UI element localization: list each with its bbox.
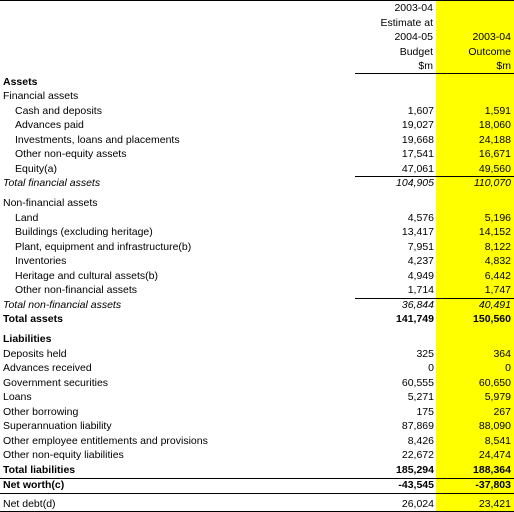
outcome-value: 4,832 [484,255,511,267]
table-row [0,176,514,191]
budget-header-line: Budget [399,45,433,58]
table-row [0,162,514,177]
budget-value: 13,417 [401,226,434,238]
budget-value: 7,951 [407,240,434,253]
outcome-header-line: 2003-04 [472,31,511,43]
outcome-value: -37,803 [475,479,511,491]
table-header [0,0,514,73]
budget-value: 87,869 [401,420,434,432]
row-label: Total assets [3,313,63,325]
budget-value: 185,294 [396,463,434,476]
row-label: Investments, loans and placements [15,133,180,146]
table-row [0,390,514,405]
outcome-value: 1,747 [484,284,511,296]
budget-value: 1,607 [407,104,434,117]
outcome-value: 267 [493,405,511,418]
subtotal-rule [355,298,514,299]
table-row [0,448,514,463]
budget-header-line: 2003-04 [394,2,433,14]
row-label: Net debt(d) [3,498,56,510]
row-label: Heritage and cultural assets(b) [15,269,158,282]
row-label: Plant, equipment and infrastructure(b) [15,240,192,253]
outcome-value: 0 [505,362,511,374]
budget-value: 47,061 [401,162,434,175]
row-label: Total financial assets [3,177,101,189]
row-label: Buildings (excluding heritage) [15,226,153,238]
outcome-value: 14,152 [478,226,511,238]
row-label: Advances received [3,362,92,374]
row-label: Deposits held [3,347,67,360]
budget-value: 8,426 [407,434,434,447]
table-row [0,225,514,240]
table-row [0,312,514,327]
table-row [0,361,514,376]
budget-value: 175 [416,405,434,418]
outcome-value: 16,671 [478,148,511,160]
outcome-column-header [436,30,514,74]
row-label: Land [15,211,39,224]
budget-header-line: 2004-05 [394,31,433,43]
budget-value: 141,749 [396,313,434,325]
table-row [0,196,514,211]
table-row [0,332,514,347]
budget-value: 17,541 [401,148,434,160]
table-row [0,147,514,162]
budget-value: 4,237 [407,255,434,267]
outcome-value: 60,650 [478,376,511,389]
table-row [0,497,514,512]
table-row [0,463,514,478]
budget-value: 19,027 [401,119,434,131]
table-row [0,283,514,298]
row-label: Other employee entitlements and provisions [3,434,208,447]
outcome-value: 88,090 [478,420,511,432]
budget-value: 0 [428,362,434,374]
outcome-value: 188,364 [473,463,511,476]
budget-header-line: $m [418,60,433,72]
row-label: Advances paid [15,119,84,131]
budget-value: 104,905 [396,177,434,189]
row-label: Financial assets [3,90,79,102]
subtotal-rule [355,176,514,177]
outcome-value: 23,421 [478,498,511,510]
row-label: Government securities [3,376,109,389]
table-row [0,419,514,434]
outcome-value: 8,122 [484,240,511,253]
net-worth-rule [0,493,514,494]
budget-value: 36,844 [401,298,434,311]
row-label: Net worth(c) [3,479,65,491]
budget-value: -43,545 [398,479,434,491]
budget-value: 60,555 [401,376,434,389]
outcome-value: 18,060 [478,119,511,131]
table-row [0,298,514,313]
table-row [0,104,514,119]
table-row [0,347,514,362]
row-label: Inventories [15,255,67,267]
table-row [0,478,514,493]
table-row [0,269,514,284]
row-label: Assets [3,75,38,88]
table-row [0,434,514,449]
outcome-value: 110,070 [473,177,511,189]
table-row [0,254,514,269]
budget-value: 4,576 [407,211,434,224]
budget-value: 5,271 [407,391,434,403]
row-label: Cash and deposits [15,104,102,117]
budget-value: 1,714 [407,284,434,296]
budget-column-header [355,1,436,74]
table-row [0,75,514,90]
row-label: Non-financial assets [3,197,98,209]
budget-value: 19,668 [401,133,434,146]
table-row [0,118,514,133]
row-label: Other non-financial assets [15,284,137,296]
budget-value: 325 [416,347,434,360]
row-label: Total liabilities [3,463,76,476]
outcome-header-line: Outcome [468,45,511,58]
row-label: Equity(a) [15,162,58,175]
row-label: Total non-financial assets [3,298,122,311]
outcome-value: 364 [493,347,511,360]
table-row [0,405,514,420]
outcome-value: 24,474 [478,449,511,461]
outcome-value: 49,560 [478,162,511,175]
table-row [0,376,514,391]
outcome-value: 40,491 [478,298,511,311]
outcome-value: 5,979 [484,391,511,403]
budget-header-line: Estimate at [380,16,433,29]
row-label: Loans [3,391,32,403]
table-row [0,89,514,104]
row-label: Other borrowing [3,405,79,418]
outcome-value: 24,188 [478,133,511,146]
table-row [0,211,514,226]
outcome-value: 150,560 [473,313,511,325]
outcome-value: 1,591 [484,104,511,117]
budget-value: 4,949 [407,269,434,282]
row-label: Other non-equity liabilities [3,449,124,461]
net-worth-rule [0,478,514,479]
budget-value: 26,024 [401,498,434,510]
outcome-value: 5,196 [484,211,511,224]
outcome-header-line: $m [496,60,511,72]
budget-value: 22,672 [401,449,434,461]
outcome-value: 8,541 [484,434,511,447]
table-row [0,133,514,148]
row-label: Liabilities [3,333,52,345]
outcome-value: 6,442 [484,269,511,282]
table-row [0,240,514,255]
row-label: Superannuation liability [3,420,112,432]
row-label: Other non-equity assets [15,148,127,160]
